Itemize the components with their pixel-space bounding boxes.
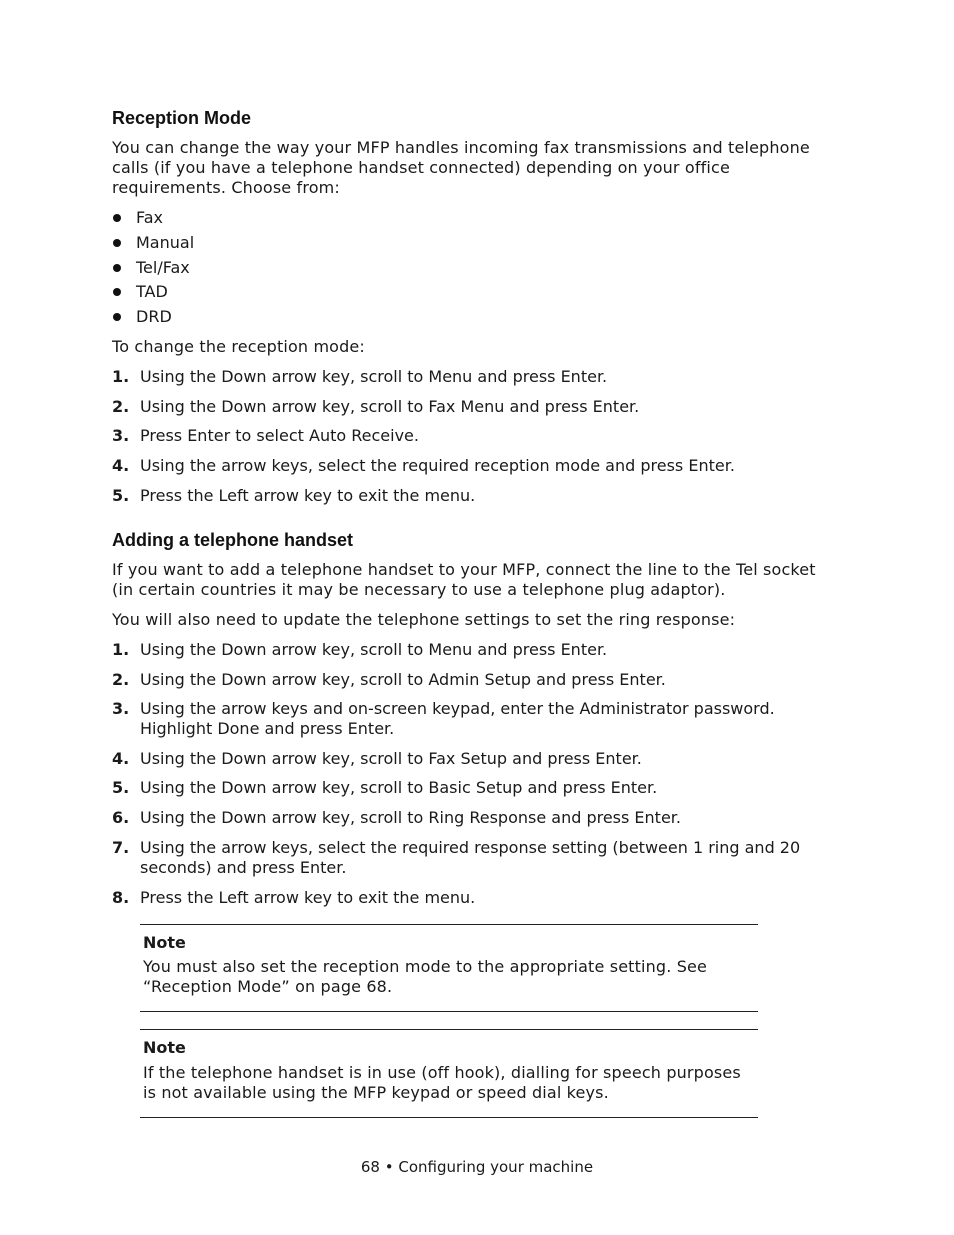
list-item: TAD bbox=[112, 282, 194, 307]
step-item: 5. Press the Left arrow key to exit the menu. bbox=[112, 486, 476, 505]
step-item: 3. Using the arrow keys and on-screen keypad, enter the Administrator password. Highlight Done and press Enter. bbox=[112, 699, 775, 738]
list-item: Manual bbox=[112, 233, 194, 258]
telephone-handset-steps bbox=[112, 640, 842, 918]
reception-options-list bbox=[112, 208, 194, 332]
note-body: You must also set the reception mode to the appropriate setting. See “Reception Mode” on page 68. bbox=[143, 957, 707, 996]
page-footer bbox=[0, 1157, 954, 1177]
reception-mode-steps bbox=[112, 367, 842, 516]
note-title: Note bbox=[143, 933, 186, 952]
section-heading-reception-mode: Reception Mode bbox=[112, 108, 252, 128]
step-item: 8. Press the Left arrow key to exit the menu. bbox=[112, 888, 476, 907]
telephone-handset-intro: If you want to add a telephone handset to your MFP, connect the line to the Tel socket (in certain countries it may be necessary to use a telephone plug adaptor). bbox=[112, 560, 816, 599]
step-item: 2. Using the Down arrow key, scroll to Fax Menu and press Enter. bbox=[112, 397, 640, 416]
list-item: Fax bbox=[112, 208, 194, 233]
step-item: 7. Using the arrow keys, select the required response setting (between 1 ring and 20 seconds) and press Enter. bbox=[112, 838, 801, 877]
step-item: 4. Using the Down arrow key, scroll to Fax Setup and press Enter. bbox=[112, 749, 642, 768]
step-item: 3. Press Enter to select Auto Receive. bbox=[112, 426, 419, 445]
note-box bbox=[140, 1029, 758, 1118]
note-box bbox=[140, 924, 758, 1012]
step-item: 1. Using the Down arrow key, scroll to Menu and press Enter. bbox=[112, 367, 608, 386]
bullet-icon bbox=[113, 239, 121, 247]
reception-mode-intro: You can change the way your MFP handles incoming fax transmissions and telephone calls (if you have a telephone handset connected) depending on your office requirements. Choose from: bbox=[112, 138, 810, 197]
list-item: DRD bbox=[112, 307, 194, 332]
bullet-icon bbox=[113, 214, 121, 222]
telephone-handset-lead: You will also need to update the telephone settings to set the ring response: bbox=[112, 610, 736, 629]
step-item: 6. Using the Down arrow key, scroll to Ring Response and press Enter. bbox=[112, 808, 681, 827]
bullet-icon bbox=[113, 313, 121, 321]
section-heading-telephone-handset: Adding a telephone handset bbox=[112, 530, 354, 550]
step-item: 5. Using the Down arrow key, scroll to Basic Setup and press Enter. bbox=[112, 778, 658, 797]
step-item: 4. Using the arrow keys, select the required reception mode and press Enter. bbox=[112, 456, 735, 475]
bullet-icon bbox=[113, 288, 121, 296]
note-title: Note bbox=[143, 1038, 186, 1057]
bullet-icon bbox=[113, 264, 121, 272]
footer-text: 68 • Configuring your machine bbox=[360, 1158, 594, 1176]
reception-mode-lead: To change the reception mode: bbox=[112, 337, 365, 356]
list-item: Tel/Fax bbox=[112, 258, 194, 282]
step-item: 1. Using the Down arrow key, scroll to Menu and press Enter. bbox=[112, 640, 608, 659]
note-body: If the telephone handset is in use (off hook), dialling for speech purposes is not available using the MFP keypad or speed dial keys. bbox=[143, 1063, 741, 1102]
step-item: 2. Using the Down arrow key, scroll to Admin Setup and press Enter. bbox=[112, 670, 666, 689]
